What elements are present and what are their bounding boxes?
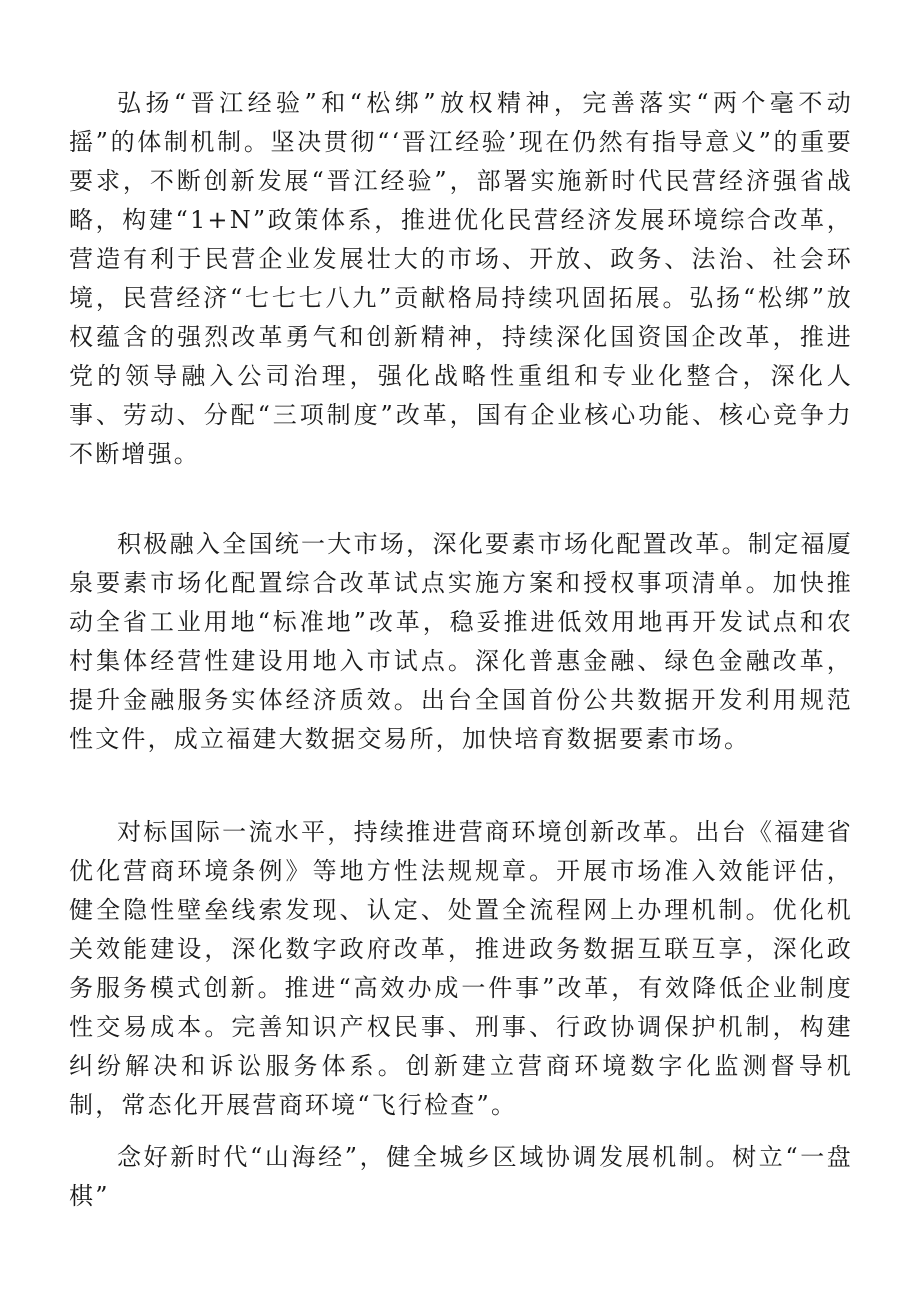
paragraph-1: 弘扬“晋江经验”和“松绑”放权精神，完善落实“两个毫不动摇”的体制机制。坚决贯彻“‘晋江经验’现在仍然有指导意义”的重要要求，不断创新发展“晋江经验”，部署实施新时代民营经济强省战略，构建“1+N”政策体系，推进优化民营经济发展环境综合改革，营造有利于民营企业发展壮大的市场、开放、政务、法治、社会环境，民营经济“七七七八九”贡献格局持续巩固拓展。弘扬“松绑”放权蕴含的强烈改革勇气和创新精神，持续深化国资国企改革，推进党的领导融入公司治理，强化战略性重组和专业化整合，深化人事、劳动、分配“三项制度”改革，国有企业核心功能、核心竞争力不断增强。 xyxy=(69,89,853,468)
paragraph-4: 念好新时代“山海经”，健全城乡区域协调发展机制。树立“一盘棋” xyxy=(69,1143,853,1210)
paragraph-2: 积极融入全国统一大市场，深化要素市场化配置改革。制定福厦泉要素市场化配置综合改革试点实施方案和授权事项清单。加快推动全省工业用地“标准地”改革，稳妥推进低效用地再开发试点和农村集体经营性建设用地入市试点。深化普惠金融、绿色金融改革，提升金融服务实体经济质效。出台全国首份公共数据开发利用规范性文件，成立福建大数据交易所，加快培育数据要素市场。 xyxy=(69,530,853,753)
paragraph-3: 对标国际一流水平，持续推进营商环境创新改革。出台《福建省优化营商环境条例》等地方性法规规章。开展市场准入效能评估，健全隐性壁垒线索发现、认定、处置全流程网上办理机制。优化机关效能建设，深化数字政府改革，推进政务数据互联互享，深化政务服务模式创新。推进“高效办成一件事”改革，有效降低企业制度性交易成本。完善知识产权民事、刑事、行政协调保护机制，构建纠纷解决和诉讼服务体系。创新建立营商环境数字化监测督导机制，常态化开展营商环境“飞行检查”。 xyxy=(69,818,853,1119)
